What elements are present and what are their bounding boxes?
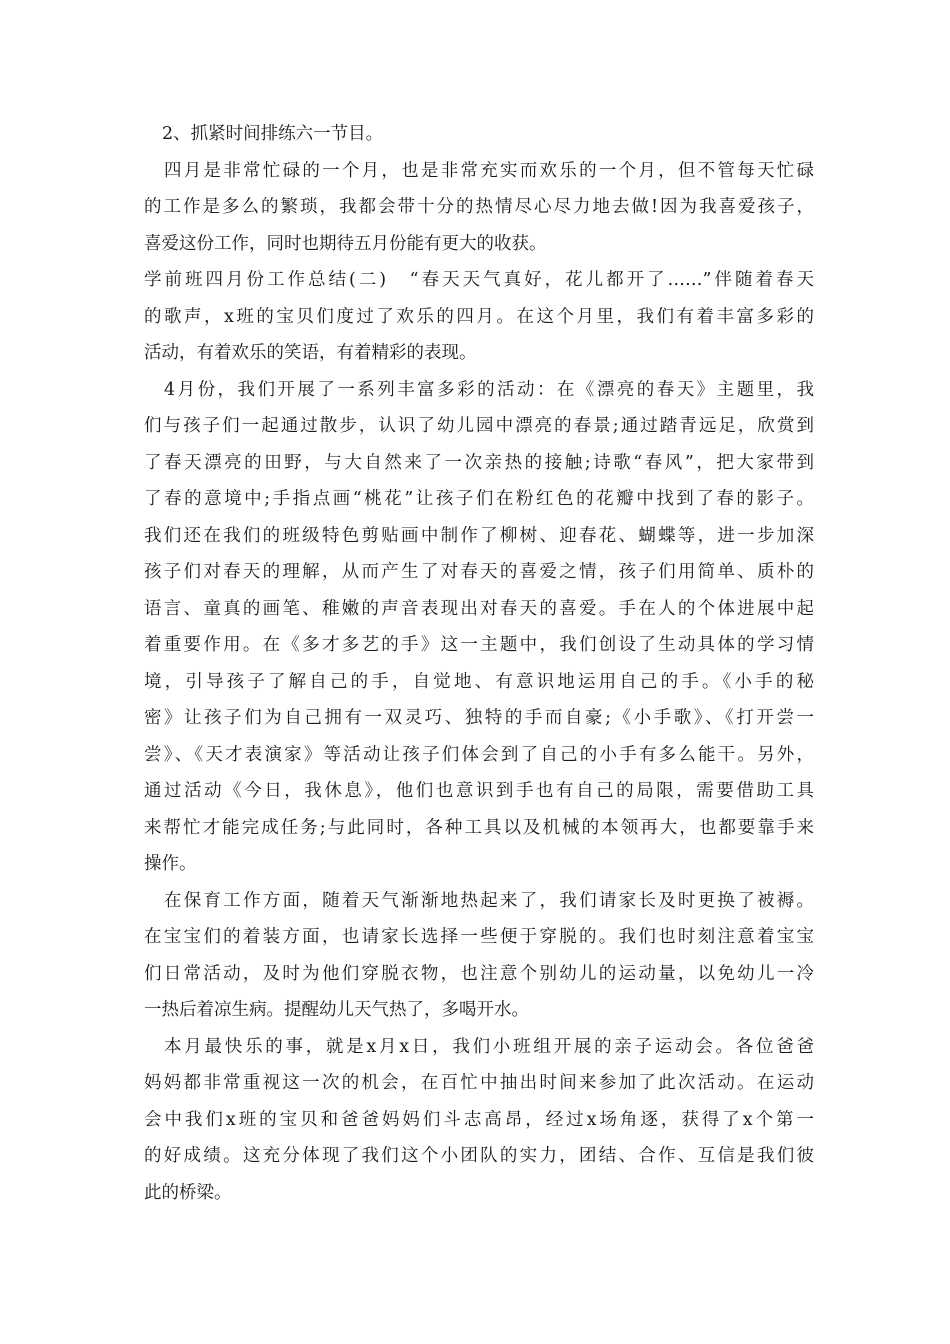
paragraph-line: 们日常活动，及时为他们穿脱衣物，也注意个别幼儿的运动量，以免幼儿一冷 <box>144 963 814 984</box>
paragraph-line: 学前班四月份工作总结(二) “春天天气真好，花儿都开了……”伴随着春天 <box>144 270 814 290</box>
paragraph-line: 来帮忙才能完成任务;与此同时，各种工具以及机械的本领再大，也都要靠手来 <box>144 817 814 838</box>
paragraph-line: 活动，有着欢乐的笑语，有着精彩的表现。 <box>144 343 477 363</box>
paragraph-line: 的工作是多么的繁琐，我都会带十分的热情尽心尽力地去做!因为我喜爱孩子， <box>144 197 814 217</box>
paragraph-line: 本月最快乐的事，就是x月x日，我们小班组开展的亲子运动会。各位爸爸 <box>164 1036 814 1057</box>
paragraph-line: 在宝宝们的着装方面，也请家长选择一些便于穿脱的。我们也时刻注意着宝宝 <box>144 927 814 947</box>
paragraph-line: 此的桥梁。 <box>144 1182 232 1203</box>
paragraph-line: 2、抓紧时间排练六一节目。 <box>162 124 384 144</box>
paragraph-line: 尝》、《天才表演家》等活动让孩子们体会到了自己的小手有多么能干。另外， <box>144 744 814 765</box>
paragraph-line: 密》让孩子们为自己拥有一双灵巧、独特的手而自豪;《小手歌》、《打开尝一 <box>144 708 814 728</box>
paragraph-line: 操作。 <box>144 854 197 874</box>
paragraph-line: 4月份，我们开展了一系列丰富多彩的活动：在《漂亮的春天》主题里，我 <box>164 379 814 400</box>
paragraph-line: 喜爱这份工作，同时也期待五月份能有更大的收获。 <box>144 233 547 254</box>
paragraph-line: 的好成绩。这充分体现了我们这个小团队的实力，团结、合作、互信是我们彼 <box>144 1146 814 1166</box>
paragraph-line: 一热后着凉生病。提醒幼儿天气热了，多喝开水。 <box>144 1000 529 1020</box>
document-body <box>144 116 814 1211</box>
paragraph-line: 孩子们对春天的理解，从而产生了对春天的喜爱之情，孩子们用简单、质朴的 <box>144 562 814 582</box>
paragraph-line: 的歌声，x班的宝贝们度过了欢乐的四月。在这个月里，我们有着丰富多彩的 <box>144 306 814 327</box>
paragraph-line: 了春天漂亮的田野，与大自然来了一次亲热的接触;诗歌“春风”，把大家带到 <box>144 452 814 473</box>
paragraph-line: 境，引导孩子了解自己的手，自觉地、有意识地运用自己的手。《小手的秘 <box>144 671 814 692</box>
paragraph-line: 我们还在我们的班级特色剪贴画中制作了柳树、迎春花、蝴蝶等，进一步加深 <box>144 525 814 546</box>
paragraph-line: 语言、童真的画笔、稚嫩的声音表现出对春天的喜爱。手在人的个体进展中起 <box>144 598 814 619</box>
paragraph-line: 着重要作用。在《多才多艺的手》这一主题中，我们创设了生动具体的学习情 <box>144 635 814 655</box>
paragraph-line: 妈妈都非常重视这一次的机会，在百忙中抽出时间来参加了此次活动。在运动 <box>144 1073 814 1093</box>
paragraph-line: 在保育工作方面，随着天气渐渐地热起来了，我们请家长及时更换了被褥。 <box>164 890 814 911</box>
paragraph-line: 了春的意境中;手指点画“桃花”让孩子们在粉红色的花瓣中找到了春的影子。 <box>144 489 814 509</box>
paragraph-line: 通过活动《今日，我休息》，他们也意识到手也有自己的局限，需要借助工具 <box>144 781 814 801</box>
paragraph-line: 们与孩子们一起通过散步，认识了幼儿园中漂亮的春景;通过踏青远足，欣赏到 <box>144 416 814 436</box>
paragraph-line: 四月是非常忙碌的一个月，也是非常充实而欢乐的一个月，但不管每天忙碌 <box>164 160 814 181</box>
paragraph-line: 会中我们x班的宝贝和爸爸妈妈们斗志高昂，经过x场角逐，获得了x个第一 <box>144 1109 814 1130</box>
